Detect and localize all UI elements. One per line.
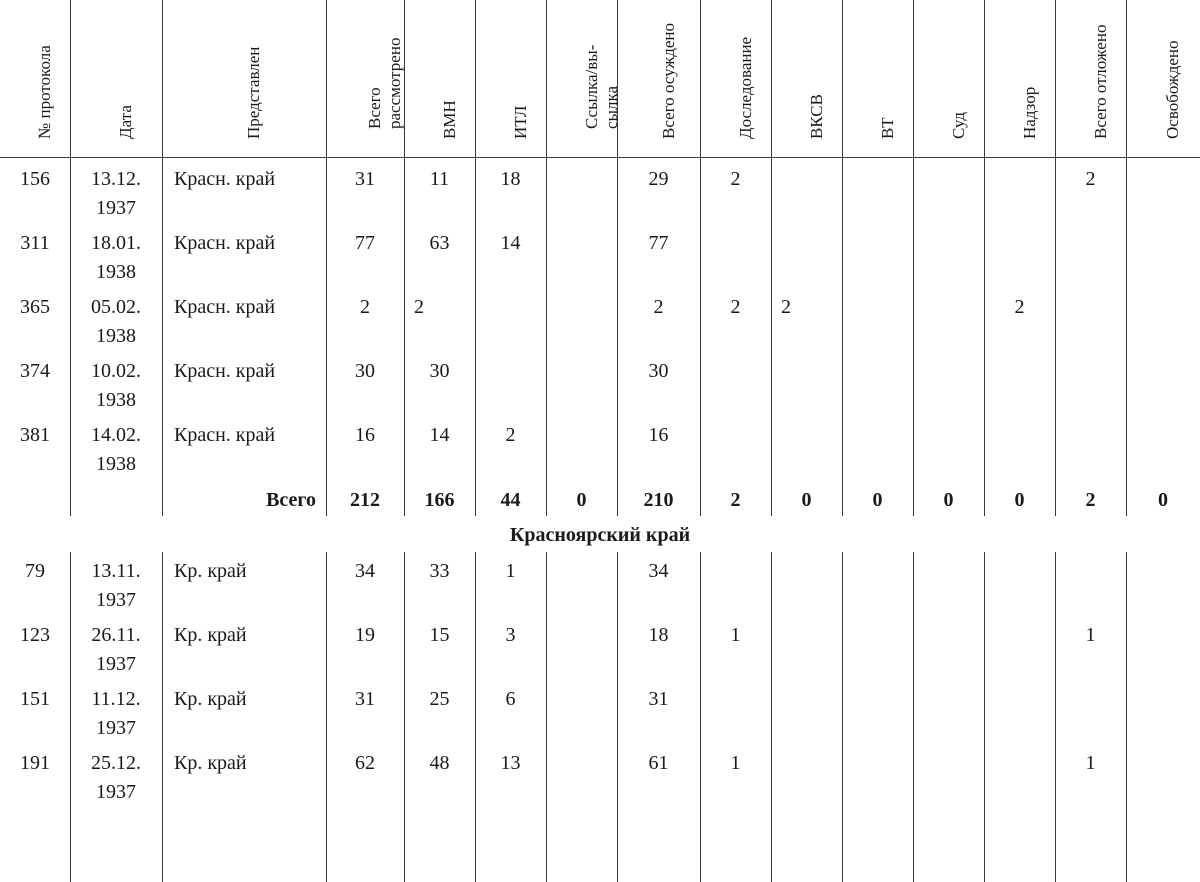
date-cell [70,621,162,679]
value-cell: 62 [355,752,375,774]
header-label: № протокола [35,45,54,139]
value-cell: 14 [429,424,450,446]
value-cell: 1 [730,624,741,646]
date-cell [70,165,162,223]
header-vmn [404,0,475,157]
table-row [0,677,1200,741]
presented-cell: Красн. край [174,232,276,254]
date-year: 1937 [96,197,136,219]
value-cell: 34 [648,560,669,582]
header-total-postponed [1055,0,1126,157]
presented-cell: Красн. край [174,424,276,446]
totals-cell: 2 [730,489,741,511]
header-label: Надзор [1019,86,1039,139]
header-court [913,0,984,157]
header-label: Всего отложено [1090,24,1110,139]
header-label: Всего осуждено [658,23,678,139]
date-cell [70,357,162,415]
section-title: Красноярский край [509,524,691,546]
presented-cell: Кр. край [174,752,247,774]
header-label: ВКСВ [806,94,826,139]
protocol-number-cell: 365 [20,296,50,318]
value-cell: 77 [355,232,375,254]
header-itl [475,0,546,157]
date-cell [70,293,162,351]
value-cell: 2 [1014,296,1025,318]
header-label: ИТЛ [510,105,530,139]
header-vt [842,0,913,157]
totals-cell: 0 [943,489,954,511]
date-day-month: 18.01. [91,232,141,254]
presented-cell: Красн. край [174,296,276,318]
value-cell: 2 [1085,168,1096,190]
header-label: ВМН [439,100,459,139]
value-cell: 13 [500,752,521,774]
totals-cell: 0 [1014,489,1025,511]
protocol-number-cell: 311 [20,232,50,254]
totals-cell: 0 [872,489,883,511]
value-cell: 30 [648,360,669,382]
totals-cell: 2 [1085,489,1096,511]
date-day-month: 11.12. [91,688,141,710]
value-cell: 16 [355,424,375,446]
date-day-month: 14.02. [91,424,141,446]
value-cell: 18 [648,624,669,646]
date-year: 1938 [96,325,136,347]
value-cell: 29 [648,168,669,190]
totals-cell: 212 [350,489,380,511]
value-cell: 2 [505,424,516,446]
value-cell: 2 [653,296,664,318]
date-day-month: 25.12. [91,752,141,774]
presented-cell: Кр. край [174,688,247,710]
header-presented [162,0,326,157]
date-cell [70,749,162,807]
protocol-number-cell: 191 [20,752,50,774]
value-cell: 15 [429,624,450,646]
presented-cell: Красн. край [174,168,276,190]
value-cell: 30 [429,360,450,382]
value-cell: 30 [355,360,375,382]
value-cell: 11 [429,168,450,190]
value-cell: 63 [429,232,450,254]
totals-label: Всего [266,489,316,511]
table-row [0,549,1200,613]
totals-cell: 44 [500,489,521,511]
value-cell: 2 [360,296,370,318]
totals-cell: 210 [643,489,674,511]
value-cell: 1 [1085,752,1096,774]
value-cell: 1 [505,560,516,582]
date-cell [70,685,162,743]
value-cell: 14 [500,232,521,254]
header-supervision [984,0,1055,157]
header-line: рассмотрено [385,37,404,129]
value-cell: 48 [429,752,450,774]
value-cell: 18 [500,168,521,190]
date-day-month: 05.02. [91,296,141,318]
date-year: 1938 [96,261,136,283]
value-cell: 61 [648,752,669,774]
protocol-number-cell: 381 [20,424,50,446]
header-line: Ссылка/вы- [581,44,601,129]
value-cell: 31 [355,688,375,710]
table-row [0,285,1200,349]
header-date [70,0,162,157]
presented-cell: Кр. край [174,560,247,582]
table-row [0,613,1200,677]
table-row [0,157,1200,221]
value-cell: 77 [648,232,669,254]
header-vksv [771,0,842,157]
header-label: Освобождено [1163,40,1182,139]
table-row [0,349,1200,413]
header-released [1126,0,1200,157]
date-cell [70,557,162,615]
header-label [365,38,405,129]
header-further-investigation [700,0,771,157]
protocol-number-cell: 374 [20,360,50,382]
protocol-number-cell: 156 [20,168,50,190]
table-row [0,221,1200,285]
header-exile [546,0,621,157]
value-cell: 2 [781,296,791,318]
value-cell: 2 [730,168,741,190]
header-label: Дата [116,105,135,139]
date-year: 1937 [96,717,136,739]
value-cell: 25 [429,688,450,710]
date-year: 1938 [96,453,136,475]
value-cell: 3 [505,624,516,646]
date-day-month: 10.02. [91,360,141,382]
date-year: 1937 [96,653,136,675]
value-cell: 1 [730,752,741,774]
header-label: Доследование [735,36,755,139]
header-label: ВТ [877,117,897,139]
value-cell: 31 [648,688,669,710]
protocol-number-cell: 123 [20,624,50,646]
totals-cell: 166 [424,489,455,511]
value-cell: 6 [505,688,516,710]
header-total-reviewed [326,0,404,157]
table-row [0,741,1200,805]
presented-cell: Красн. край [174,360,276,382]
date-year: 1937 [96,781,136,803]
totals-cell: 0 [1158,489,1168,511]
value-cell: 31 [355,168,375,190]
header-line: сылка [601,86,621,129]
header-line: Всего [365,87,384,129]
header-label: Представлен [244,46,263,139]
value-cell: 1 [1085,624,1096,646]
header-label [582,45,622,129]
value-cell: 33 [429,560,450,582]
value-cell: 2 [414,296,424,318]
header-total-convicted [617,0,700,157]
date-year: 1937 [96,589,136,611]
protocol-number-cell: 151 [20,688,50,710]
presented-cell: Кр. край [174,624,247,646]
totals-cell: 0 [801,489,812,511]
date-year: 1938 [96,389,136,411]
value-cell: 34 [355,560,375,582]
value-cell: 2 [730,296,741,318]
date-day-month: 13.11. [91,560,141,582]
header-protocol-number [0,0,70,157]
date-cell [70,229,162,287]
date-cell [70,421,162,479]
value-cell: 16 [648,424,669,446]
table-row [0,413,1200,477]
protocol-number-cell: 79 [25,560,45,582]
totals-row [0,478,1200,518]
value-cell: 19 [355,624,375,646]
header-label: Суд [948,112,968,139]
date-day-month: 13.12. [91,168,141,190]
date-day-month: 26.11. [91,624,141,646]
totals-cell: 0 [576,489,587,511]
